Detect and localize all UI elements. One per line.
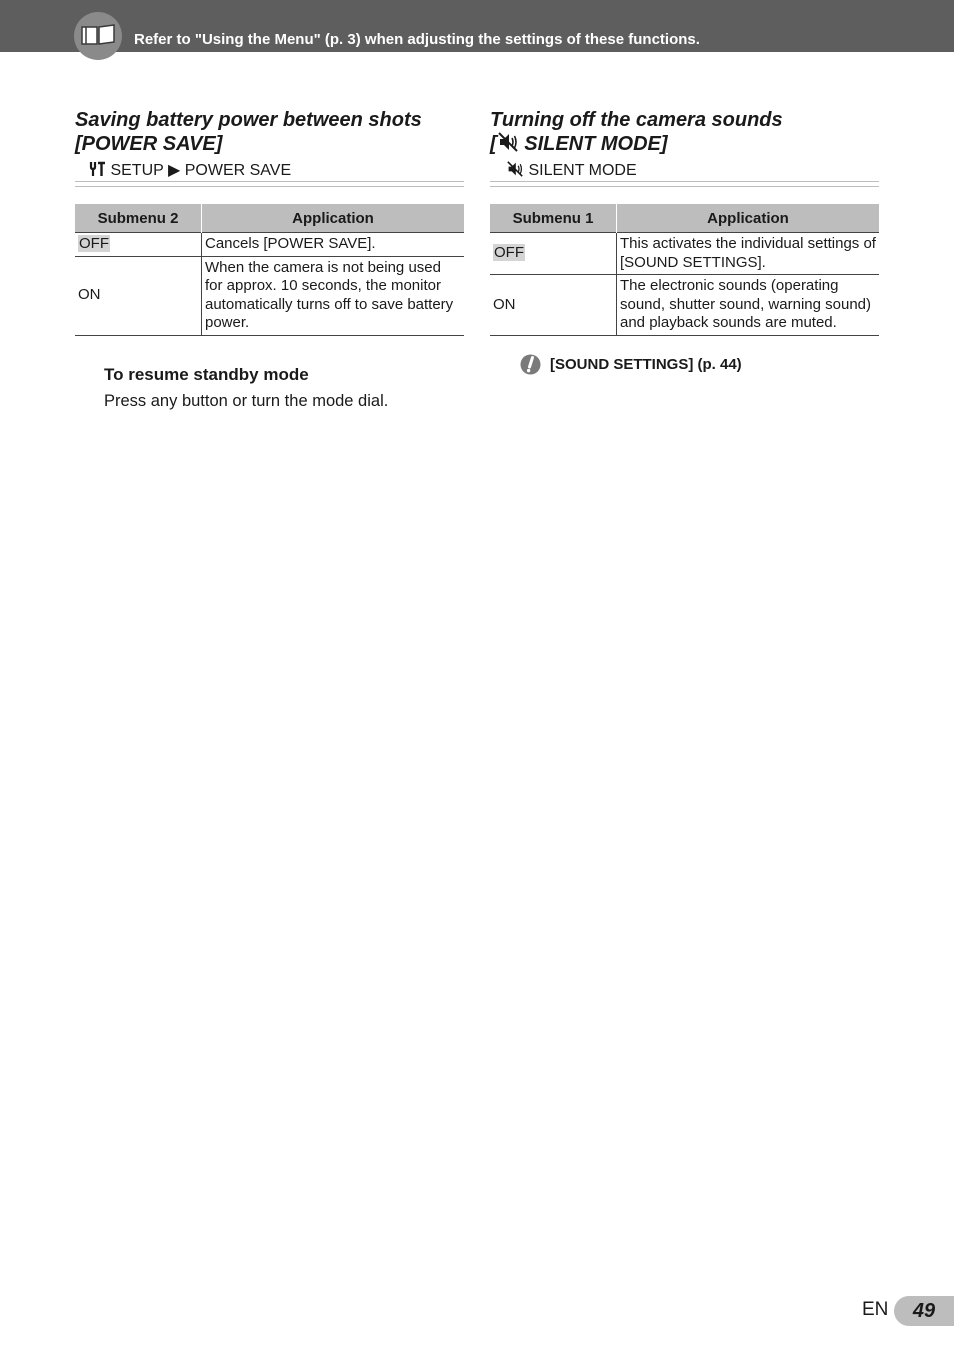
silent-mode-menu-path [490,160,879,184]
column-header-submenu: Submenu 2 [75,204,202,233]
tip-body: Press any button or turn the mode dial. [104,391,389,410]
menu-path-arrow: ▶ [167,162,181,179]
default-option-off: OFF [79,235,109,252]
reference-text: [SOUND SETTINGS] (p. 44) [550,355,742,373]
power-save-section [75,108,464,412]
application-cell: When the camera is not being used for approx. 10 seconds, the monitor automatically turns off to save battery power. [202,256,465,335]
silent-mode-table [490,204,879,336]
menu-path-setup: SETUP [110,162,164,179]
application-cell: This activates the individual settings of [SOUND SETTINGS]. [617,233,880,275]
option-cell: ON [490,275,617,336]
section-divider [490,181,879,187]
tip-title: To resume standby mode [104,364,309,384]
title-bracket-open: [ [490,133,497,155]
table-row [490,233,879,275]
power-save-table [75,204,464,336]
book-icon-badge [74,12,122,60]
power-save-title-line2: [POWER SAVE] [75,133,223,155]
setup-icon [89,161,106,177]
header-note: Refer to "Using the Menu" (p. 3) when adjusting the settings of these functions. [134,31,700,48]
page-number: 49 [894,1296,954,1326]
application-cell: The electronic sounds (operating sound, shutter sound, warning sound) and playback sounds are muted. [617,275,880,336]
table-row [75,256,464,335]
language-code: EN [862,1299,889,1320]
column-header-application: Application [617,204,880,233]
top-banner [0,0,954,52]
silent-mode-title-line1: Turning off the camera sounds [490,109,783,131]
silent-mode-section [490,108,879,375]
book-icon [80,24,116,46]
table-header-row [490,204,879,233]
standby-tip [104,364,464,412]
column-header-submenu: Submenu 1 [490,204,617,233]
silent-mode-title [490,108,879,156]
menu-path-power-save: POWER SAVE [184,162,292,179]
table-row [75,233,464,257]
power-save-title [75,108,464,156]
default-option-off: OFF [494,244,524,262]
option-cell [490,233,617,275]
power-save-title-line1: Saving battery power between shots [75,109,422,131]
silent-mode-icon [497,132,519,152]
sound-settings-reference [520,354,879,375]
silent-mode-title-line2: SILENT MODE] [518,133,668,155]
option-cell: ON [75,256,202,335]
silent-mode-icon [506,161,524,177]
option-cell [75,233,202,257]
table-row [490,275,879,336]
caution-icon [520,354,541,375]
column-header-application: Application [202,204,465,233]
menu-path-silent-mode: SILENT MODE [528,162,637,179]
section-divider [75,181,464,187]
table-header-row [75,204,464,233]
application-cell: Cancels [POWER SAVE]. [202,233,465,257]
power-save-menu-path [75,160,464,184]
